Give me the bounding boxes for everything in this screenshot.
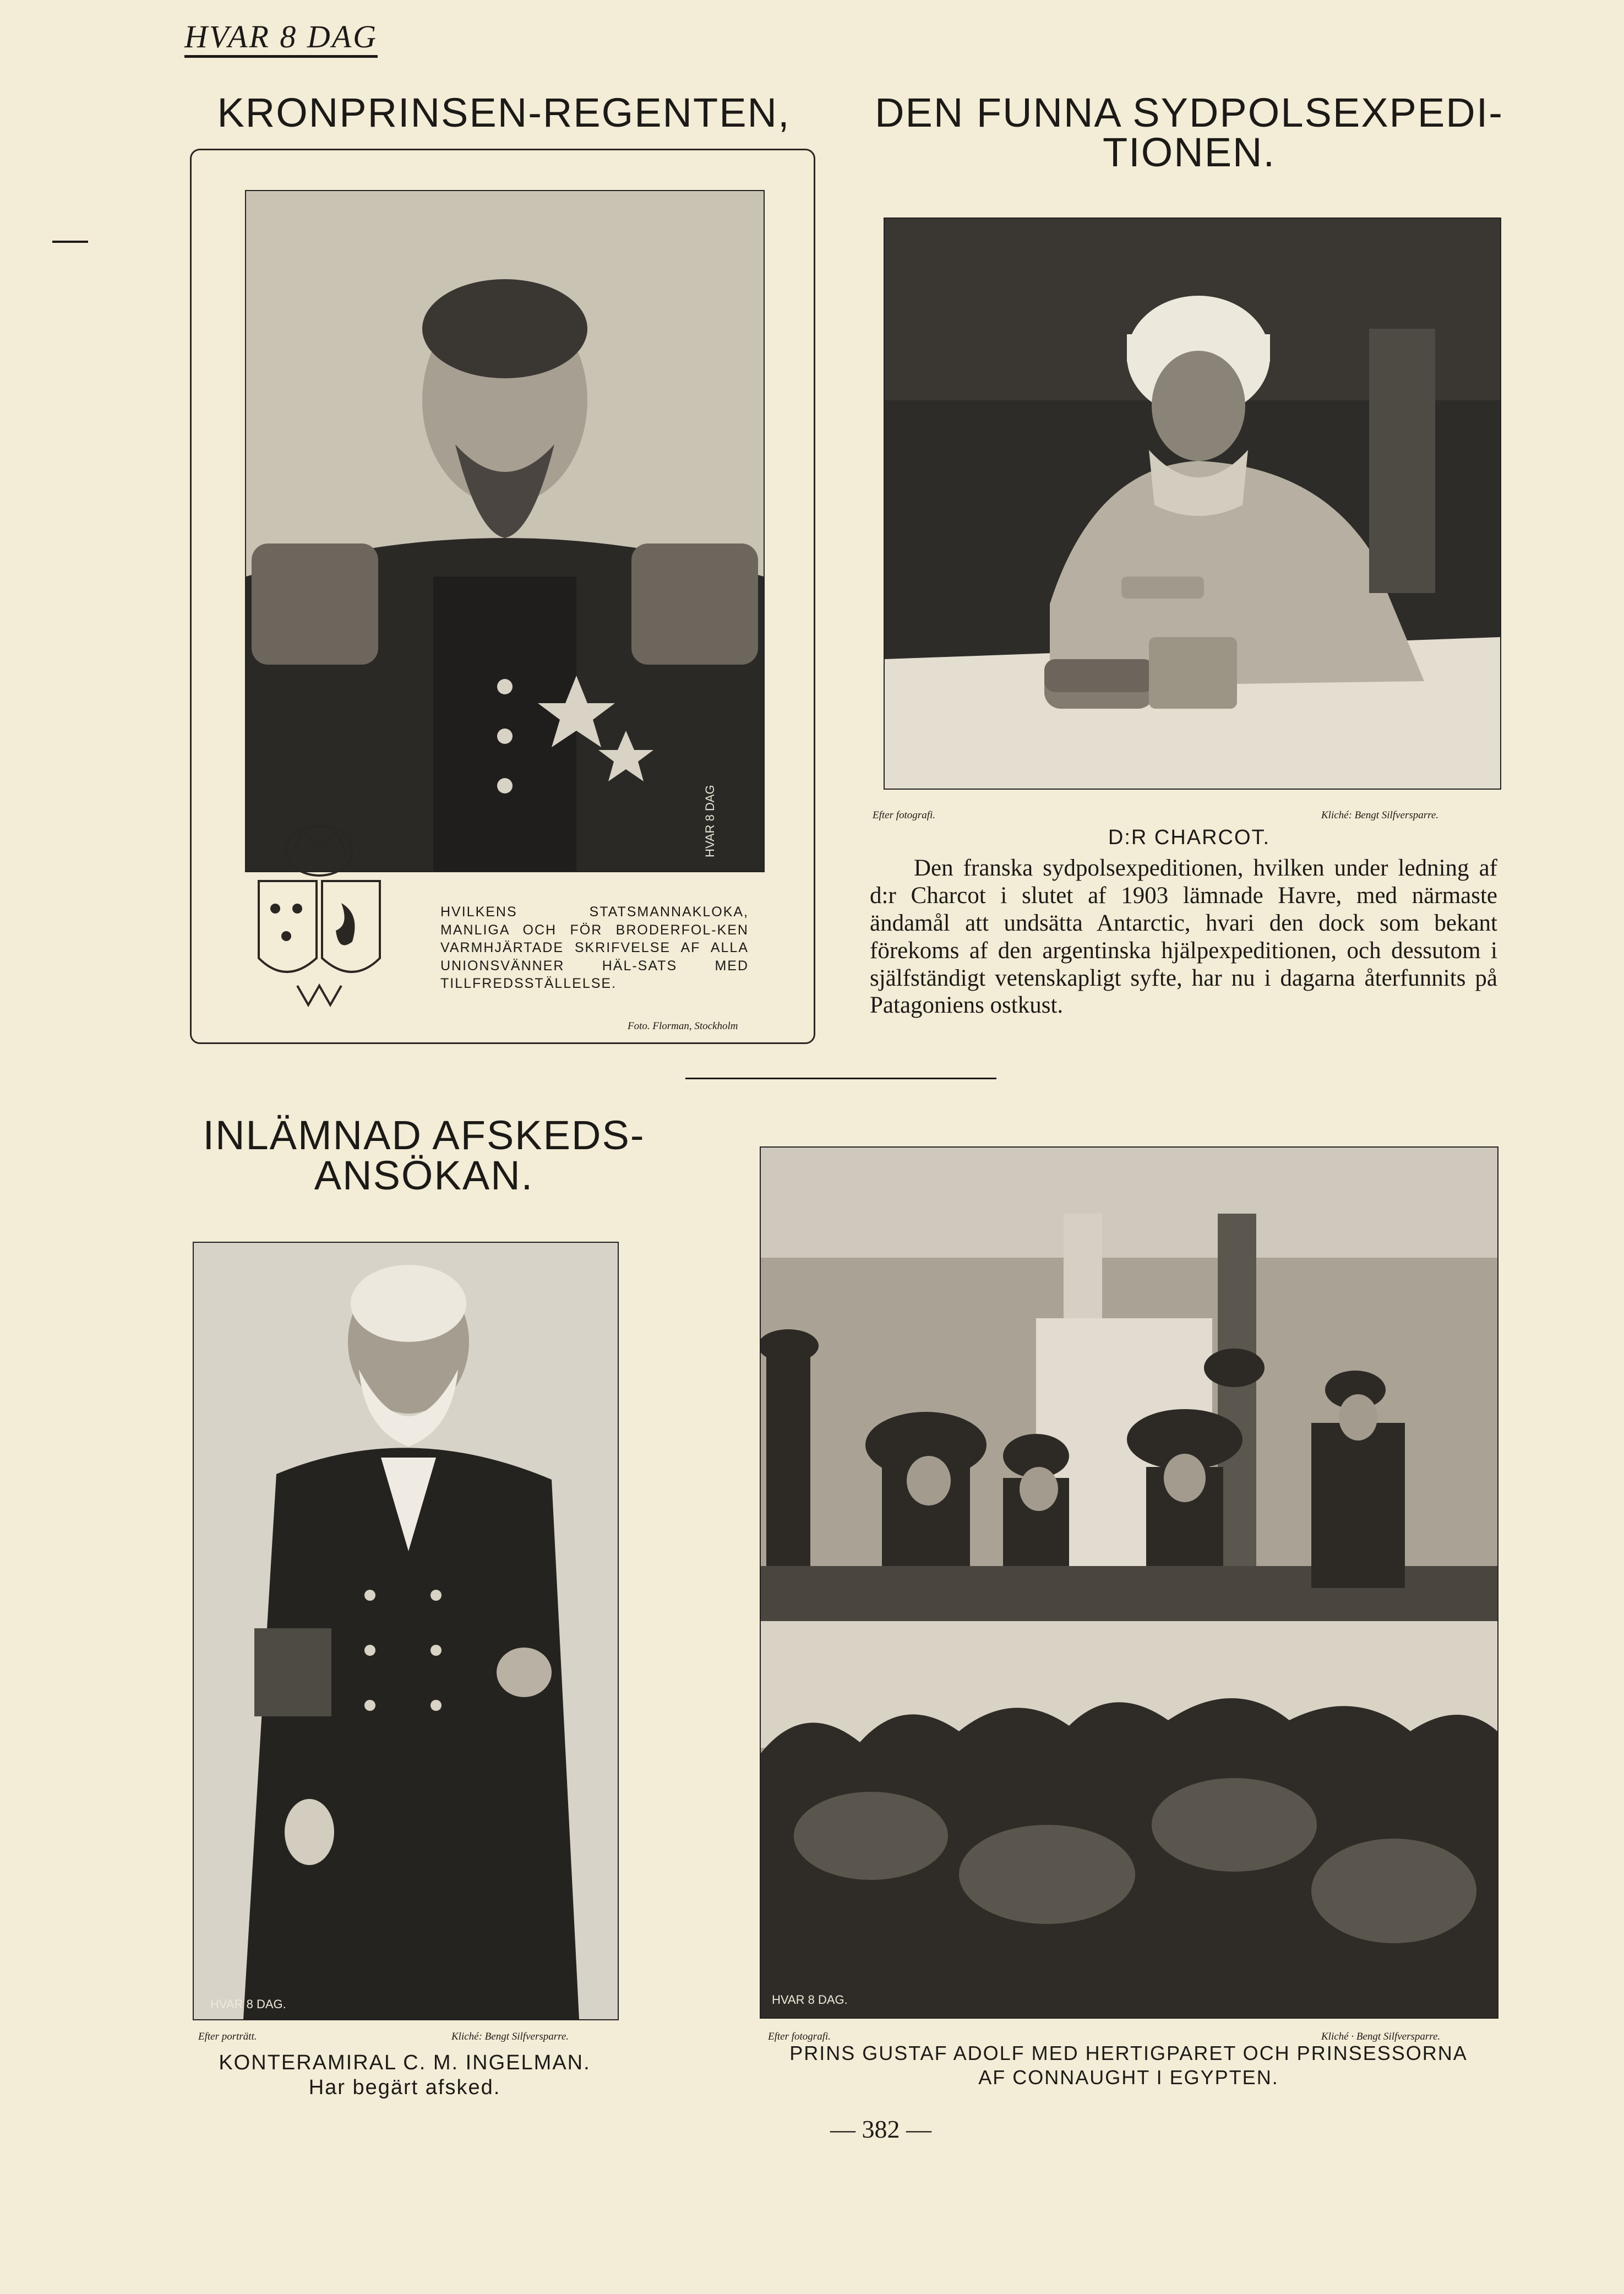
- headline-kronprinsen: KRONPRINSEN-REGENTEN,: [217, 90, 791, 135]
- headline-afskedsansokan-line2: ANSÖKAN.: [314, 1153, 534, 1198]
- kronprinsen-photo-credit: Foto. Florman, Stockholm: [628, 1020, 738, 1032]
- charcot-article-body: Den franska sydpolsexpeditionen, hvilken under ledning af d:r Charcot i slutet af 1903 lämnade Havre, med närmaste ändamål att undsätta Antarctic, hvari den dock som bekant förekoms af den argentinska hjälpexpeditionen, och dessutom i själfständigt vetenskapligt syfte, har nu i dagarna återfunnits på Patagoniens ostkust.: [870, 855, 1497, 1019]
- charcot-credit-right: Kliché: Bengt Silfversparre.: [1321, 809, 1438, 821]
- charcot-caption-title: D:R CHARCOT.: [1108, 826, 1271, 849]
- section-divider-rule: [685, 1078, 996, 1079]
- photo-charcot: [884, 218, 1501, 790]
- headline-sydpolsexpedition-line2: TIONEN.: [1102, 129, 1276, 175]
- kronprinsen-caption: HVILKENS STATSMANNAKLOKA, MANLIGA OCH FÖR BRODERFOL-KEN VARMHJÄRTADE SKRIFVELSE AF ALLA UNIONSVÄNNER HÄL-SATS MED TILLFREDSSTÄLLELSE.: [440, 904, 749, 991]
- photo-watermark-1: HVAR 8 DAG: [703, 785, 717, 857]
- egypt-caption-line2: AF CONNAUGHT I EGYPTEN.: [978, 2066, 1279, 2089]
- page-number: — 382 —: [830, 2115, 931, 2143]
- masthead: HVAR 8 DAG: [184, 21, 378, 58]
- photo-prins-gustaf-adolf-egypt: [760, 1146, 1498, 2019]
- charcot-credit-left: Efter fotografi.: [873, 809, 935, 821]
- photo-watermark-4: HVAR 8 DAG.: [772, 1993, 848, 2007]
- headline-afskedsansokan-line1: INLÄMNAD AFSKEDS-: [203, 1112, 645, 1158]
- egypt-credit-right: Kliché · Bengt Silfversparre.: [1321, 2031, 1441, 2042]
- ingelman-caption-title: KONTERAMIRAL C. M. INGELMAN.: [219, 2051, 591, 2074]
- ingelman-credit-left: Efter porträtt.: [198, 2031, 257, 2042]
- headline-sydpolsexpedition-line1: DEN FUNNA SYDPOLSEXPEDI-: [875, 90, 1503, 135]
- egypt-credit-left: Efter fotografi.: [768, 2031, 831, 2042]
- ingelman-caption-sub: Har begärt afsked.: [308, 2076, 501, 2099]
- ingelman-credit-right: Kliché: Bengt Silfversparre.: [451, 2031, 569, 2042]
- coat-of-arms-emblem: [242, 820, 396, 1008]
- portrait-photo-crown-prince: [245, 190, 765, 872]
- portrait-photo-ingelman: [193, 1242, 619, 2020]
- margin-mark: [52, 241, 88, 243]
- photo-watermark-3: HVAR 8 DAG.: [210, 1997, 286, 2011]
- egypt-caption-line1: PRINS GUSTAF ADOLF MED HERTIGPARET OCH PRINSESSORNA: [789, 2042, 1468, 2064]
